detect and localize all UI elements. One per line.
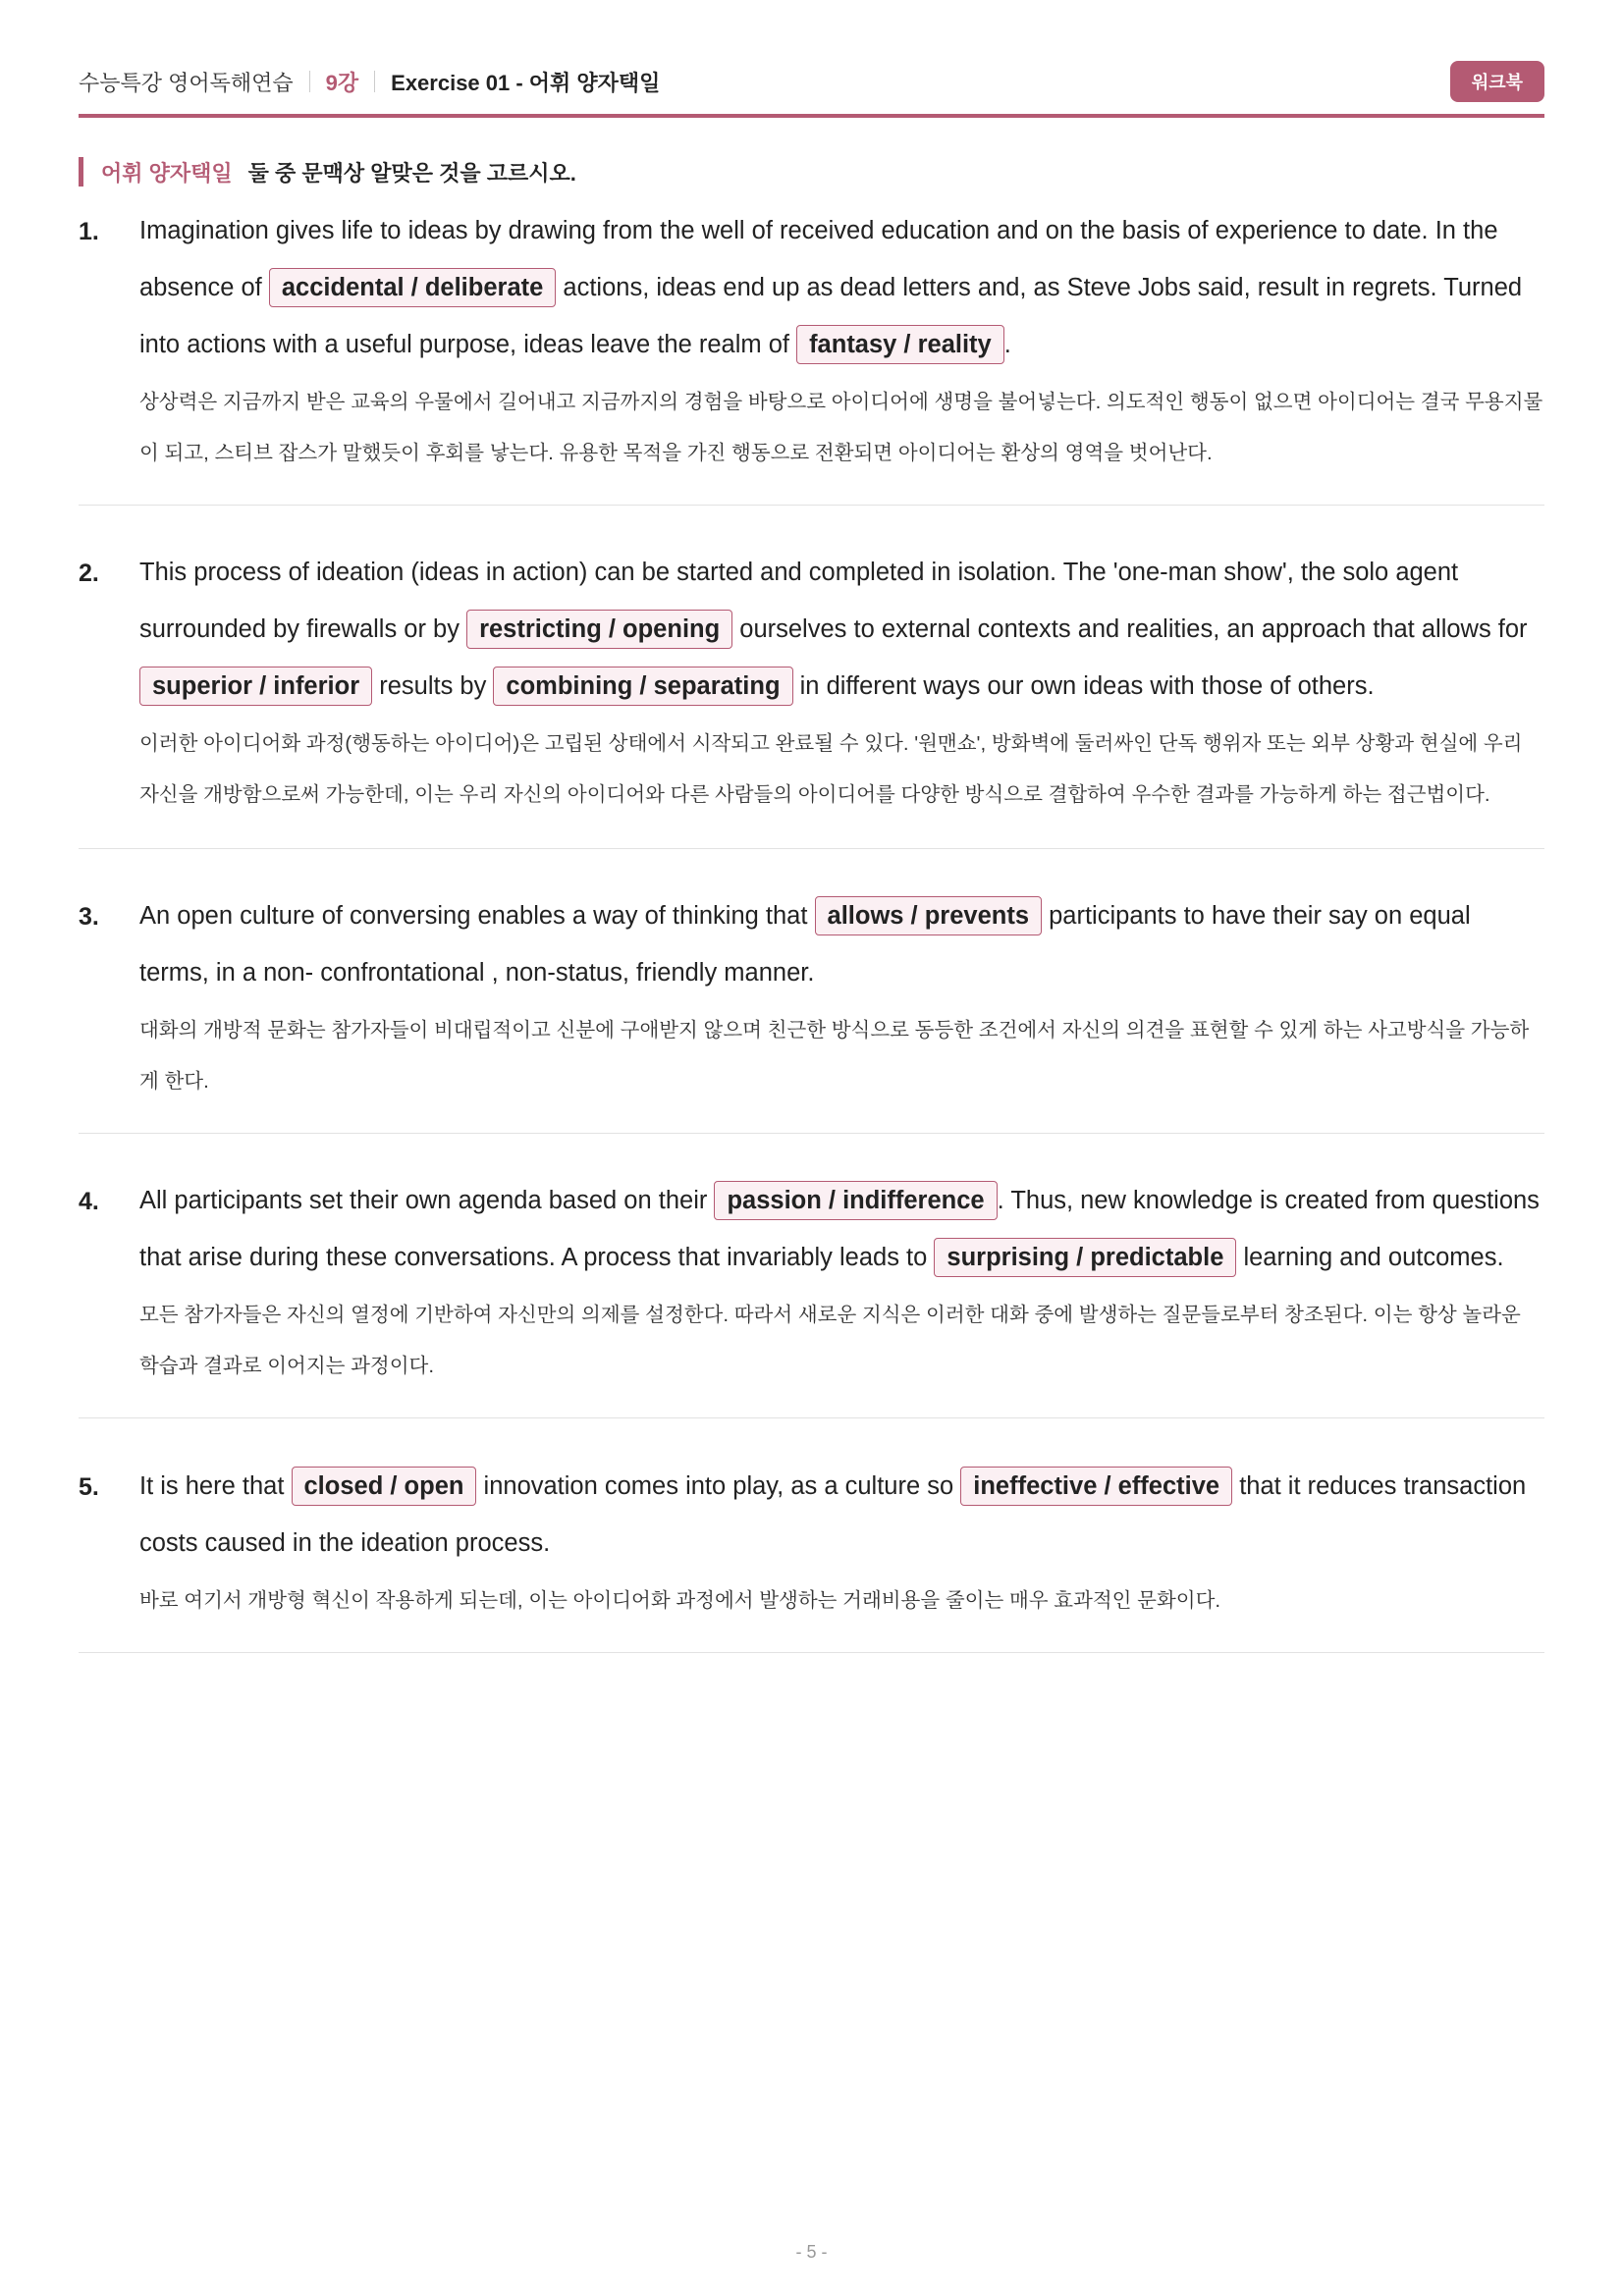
question-4 [79,1188,1544,1418]
question-5 [79,1473,1544,1653]
choice-box[interactable]: fantasy / reality [796,325,1004,364]
question-3 [79,903,1544,1134]
question-text: This process of ideation (ideas in action) can be started and completed in isolation. The 'one-man show', the solo agent surrounded by firewalls or by restricting / opening ourselves to external contexts and realities, an approach that allows for superior / inferior results by combining / separating in different ways our own ideas with those of others. [139,544,1544,715]
question-number: 4. [79,1188,99,1215]
instruction-tag: 어휘 양자택일 [101,160,233,186]
korean-translation: 이러한 아이디어화 과정(행동하는 아이디어)은 고립된 상태에서 시작되고 완료될 수 있다. '원맨쇼', 방화벽에 둘러싸인 단독 행위자 또는 외부 상황과 현실에 우리 자신을 개방함으로써 가능한데, 이는 우리 자신의 아이디어와 다른 사람들의 아이디어를 다양한 방식으로 결합하여 우수한 결과를 가능하게 하는 접근법이다. [139,732,1523,806]
korean-translation: 모든 참가자들은 자신의 열정에 기반하여 자신만의 의제를 설정한다. 따라서 새로운 지식은 이러한 대화 중에 발생하는 질문들로부터 창조된다. 이는 항상 놀라운 학습과 결과로 이어지는 과정이다. [139,1304,1521,1377]
question-2 [79,560,1544,849]
book-title: 수능특강 영어독해연습 [79,70,294,95]
page-header [79,63,1544,118]
exercise-title: Exercise 01 - 어휘 양자택일 [391,70,661,95]
instruction-text: 둘 중 문맥상 알맞은 것을 고르시오. [247,160,576,186]
choice-box[interactable]: superior / inferior [139,667,372,706]
korean-translation: 바로 여기서 개방형 혁신이 작용하게 되는데, 이는 아이디어화 과정에서 발생하는 거래비용을 줄이는 매우 효과적인 문화이다. [139,1589,1221,1612]
question-text: Imagination gives life to ideas by drawing from the well of received education and on the basis of experience to date. In the absence of accidental / deliberate actions, ideas end up as dead letters and, as Steve Jobs said, result in regrets. Turned into actions with a useful purpose, ideas leave the realm of fantasy / reality . [139,202,1544,373]
workbook-badge: 워크북 [1450,61,1544,102]
choice-box[interactable]: ineffective / effective [960,1467,1232,1506]
question-text: All participants set their own agenda based on their passion / indifference . Thus, new knowledge is created from questions that arise during these conversations. A process that invariably leads to surprising / predictable learning and outcomes. [139,1172,1544,1286]
chapter-label: 9강 [325,70,359,95]
header-divider [309,71,310,92]
question-number: 1. [79,218,99,245]
page-number: - 5 - [795,2242,828,2262]
korean-translation: 대화의 개방적 문화는 참가자들이 비대립적이고 신분에 구애받지 않으며 친근한 방식으로 동등한 조건에서 자신의 의견을 표현할 수 있게 하는 사고방식을 가능하게 한다. [139,1019,1530,1093]
choice-box[interactable]: combining / separating [493,667,792,706]
question-text: An open culture of conversing enables a way of thinking that allows / prevents participants to have their say on equal terms, in a non- confrontational , non-status, friendly manner. [139,887,1544,1001]
korean-translation: 상상력은 지금까지 받은 교육의 우물에서 길어내고 지금까지의 경험을 바탕으로 아이디어에 생명을 불어넣는다. 의도적인 행동이 없으면 아이디어는 결국 무용지물이 되고, 스티브 잡스가 말했듯이 후회를 낳는다. 유용한 목적을 가진 행동으로 전환되면 아이디어는 환상의 영역을 벗어난다. [139,391,1543,464]
choice-box[interactable]: accidental / deliberate [269,268,556,307]
question-number: 3. [79,903,99,931]
choice-box[interactable]: surprising / predictable [934,1238,1236,1277]
instruction [79,157,576,187]
choice-box[interactable]: allows / prevents [815,896,1043,935]
choice-box[interactable]: closed / open [292,1467,477,1506]
choice-box[interactable]: passion / indifference [714,1181,997,1220]
choice-box[interactable]: restricting / opening [466,610,732,649]
question-number: 2. [79,560,99,587]
question-1 [79,218,1544,506]
header-divider [374,71,375,92]
question-text: It is here that closed / open innovation comes into play, as a culture so ineffective / effective that it reduces transaction costs caused in the ideation process. [139,1458,1544,1572]
question-number: 5. [79,1473,99,1501]
